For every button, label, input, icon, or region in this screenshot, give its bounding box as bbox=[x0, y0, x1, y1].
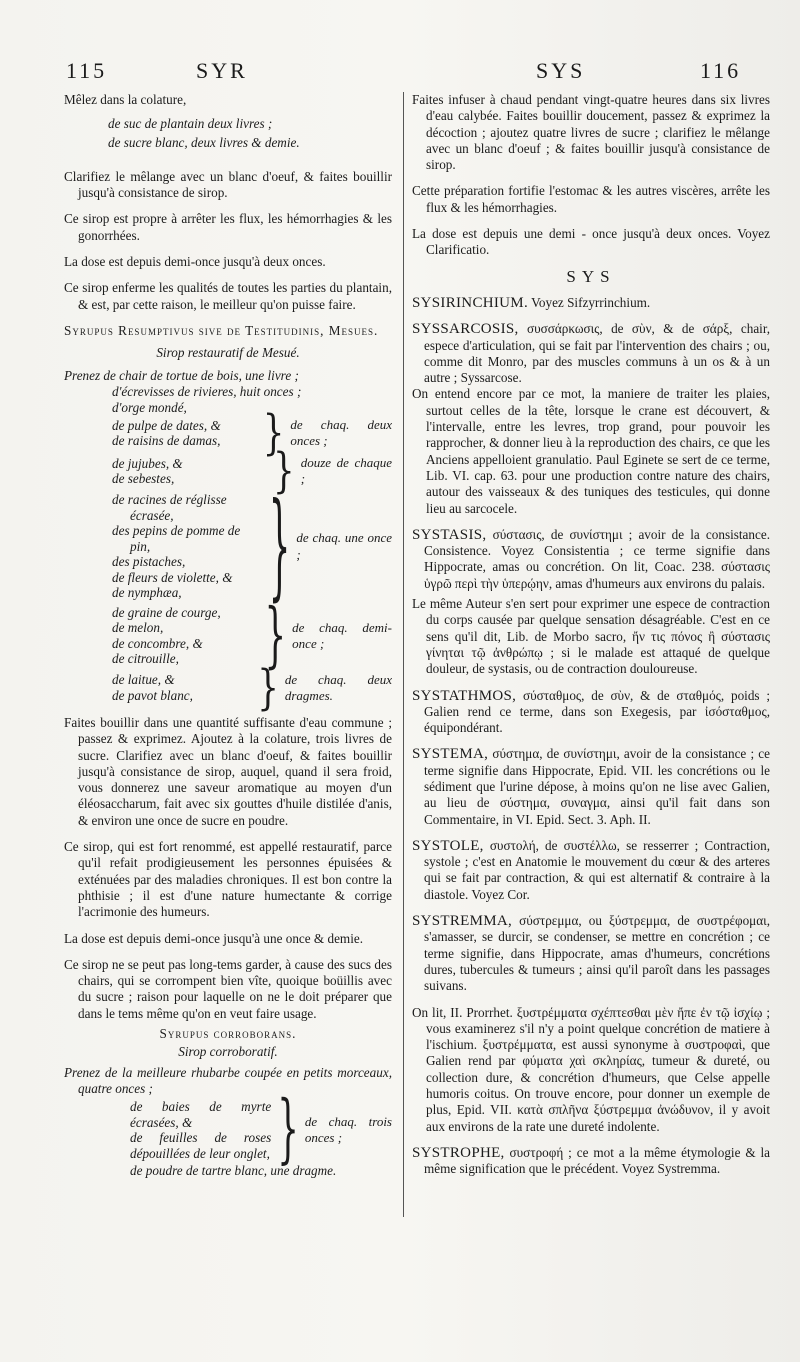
ingredient: de laitue, & bbox=[112, 672, 175, 688]
entry-text: συστολή, de συστέλλω, se resserrer ; Contraction, systole ; c'est en Anatomie le mouvement du cœur & des arteres qui se fait par contraction, & qui est alternatif & contraire à la diastole. Voyez Cor. bbox=[424, 837, 770, 902]
entry-text: Voyez Sifzyrrinchium. bbox=[531, 294, 651, 310]
entry-text: σύστημα, de συνίστημι, avoir de la consistance ; ce terme signifie dans Hippocrate, Epid. VII. les concrétions ou le sédiment que l'urine dépose, à moins qu'on ne lise avec Galien, au lieu de σύστημα, συναγμα, ainsi qu'il fait dans son Commentaire, in VI. Epid. Sect. 3. Aph. II. bbox=[424, 746, 771, 827]
ingredient: de jujubes, & bbox=[112, 455, 183, 471]
recipe-subtitle: Sirop restauratif de Mesué. bbox=[156, 345, 300, 361]
headword: SYSTASIS, bbox=[412, 526, 487, 543]
paragraph: On lit, II. Prorrhet. ξυστρέμματα σχέπτεσθαι μὲν ἤπε ἐν τῷ ἰσχίῳ ; vous examinerez s'il n'y a point quelque concrétion de matiere à l'ischium. ξυστρέμματα, est aussi synonyme à συστροφαὶ, que Galien rend par φύματα χαὶ σκληρίας, tumeur & dureté, ou collection dure, & concrétion d'humeurs, que Celse appelle humoris coitus. On trouve encore, pour donner un exemple de plus, Epid. VII. κατὰ σπλῆνα ξύστρεμμα ἀνώδυνον, il y avoit aux environs de la rate une dureté indolente. bbox=[412, 1004, 770, 1134]
quantity: de chaq. trois onces ; bbox=[304, 1113, 392, 1146]
ingredient: de pulpe de dates, & bbox=[112, 417, 221, 433]
headword: SYSTATHMOS, bbox=[412, 687, 517, 704]
headword: SYSSARCOSIS, bbox=[412, 321, 519, 338]
recipe-subtitle: Sirop corroboratif. bbox=[178, 1044, 278, 1060]
ingredient: de feuilles de roses dépouillées de leur onglet, bbox=[130, 1130, 272, 1161]
ingredient: de racines de réglisse bbox=[112, 492, 227, 508]
paragraph: On entend encore par ce mot, la maniere de traiter les plaies, surtout celles de la tête, lorsque le crane est découvert, & l'intervalle, entre les levres, trop grand, pour pouvoir les rapprocher, & donner lieu à la reproduction des chairs, ce que les Anciens appelloient granulatio. Paul Eginete se sert de ce terme, Lib. VI. cap. 63. pour une production contre nature des chairs, autour des vaisseaux & des tuniques des testicules, qui donne lieu au sarcocele. bbox=[412, 386, 770, 516]
ingredient: de sucre blanc, deux livres & demie. bbox=[108, 134, 300, 150]
recipe-title: Syrupus corroborans. bbox=[159, 1026, 297, 1041]
ingredient: de raisins de damas, bbox=[112, 433, 221, 449]
dictionary-entry bbox=[412, 321, 770, 386]
entry-text: συστροφή ; ce mot a la même étymologie & la même signification que le précédent. Voyez Systremma. bbox=[424, 1144, 771, 1177]
ingredient: d'orge mondé, bbox=[112, 400, 187, 416]
ingredient: de concombre, & bbox=[112, 635, 203, 651]
running-head-right: SYS bbox=[536, 58, 586, 83]
page-header bbox=[0, 58, 800, 88]
quantity: de chaq. demi-once ; bbox=[292, 619, 392, 651]
paragraph: Ce sirop est propre à arrêter les flux, les hémorrhagies & les gonorrhées. bbox=[64, 211, 392, 243]
ingredient: d'écrevisses de rivieres, huit onces ; bbox=[112, 383, 302, 399]
paragraph: Faites infuser à chaud pendant vingt-quatre heures dans six livres d'eau calybée. Faites bouillir doucement, passez & exprimez la décoction ; ajoutez quatre livres de sucre ; clarifiez le mêlange avec un blanc d'oeuf ; & faites bouillir jusqu'à consistance de sirop. bbox=[412, 92, 770, 173]
entry-text: συσσάρκωσις, de σὺν, & de σάρξ, chair, espece d'articulation, qui se fait par l'intervention des chairs ; ou, comme dit Monro, par des muscles communs à un os & à un autre ; Syssarcose. bbox=[424, 321, 770, 386]
right-column bbox=[412, 92, 770, 1188]
dictionary-entry bbox=[412, 688, 770, 737]
quantity: de chaq. une once ; bbox=[296, 530, 392, 562]
ingredient: pin, bbox=[130, 538, 151, 554]
quantity: douze de chaque ; bbox=[300, 455, 392, 487]
recipe-lead: Prenez de chair de tortue de bois, une livre ; bbox=[64, 367, 299, 383]
page-number-left: 115 bbox=[66, 58, 108, 83]
headword: SYSTROPHE, bbox=[412, 1144, 505, 1161]
entry-text: σύστρεμμα, ou ξύστρεμμα, de συστρέφομαι, s'amasser, se durcir, se condenser, se mettre en concrétion ; ce terme signifie, dans Hippocrate, amas d'humeurs, concrétions dures, tubercules & tumeurs ; ainsi qu'il paroît dans les passages suivans. bbox=[424, 913, 771, 994]
paragraph: Le même Auteur s'en sert pour exprimer une espece de contraction du corps causée par quelque sensation désagréable. C'est en ce sens qu'il dit, Lib. de Morbo sacro, ἤν τις πόνος ἢ σύστασις γίνηται τῷ ἀνθρώπῳ ; si le malade est attaqué de quelque douleur, de systasis, ou de contraction douloureuse. bbox=[412, 596, 770, 677]
ingredient: de sebestes, bbox=[112, 471, 175, 487]
paragraph: La dose est depuis demi-once jusqu'à une once & demie. bbox=[64, 930, 364, 946]
entry-text: σύσταθμος, de σὺν, & de σταθμός, poids ; Galien rend ce terme, dans son Exegesis, par ἰσόσταθμος, équipondérant. bbox=[424, 687, 770, 736]
recipe-title: Syrupus Resumptivus sive de Testitudinis, Mesues. bbox=[64, 322, 379, 338]
ingredient: de poudre de tartre blanc, une dragme. bbox=[130, 1163, 337, 1179]
brace-mark: } bbox=[257, 659, 279, 716]
column-divider bbox=[403, 92, 404, 1217]
brace-mark: } bbox=[264, 593, 287, 678]
ingredient: de suc de plantain deux livres ; bbox=[108, 116, 273, 132]
dictionary-entry bbox=[412, 913, 770, 994]
entry-text: σύστασις, de συνίστημι ; avoir de la consistance. Consistence. Voyez Consistentia ; ce terme signifie dans Hippocrate, amas ou concrétion. On lit, Coac. 238. σύστασις ὑγρῶ περὶ τὴν ὑπερῴην, amas d'humeurs aux environs du palais. bbox=[424, 526, 770, 591]
brace-mark: } bbox=[268, 478, 291, 615]
dictionary-entry bbox=[412, 1145, 770, 1178]
dictionary-entry bbox=[412, 295, 770, 311]
recipe-lead: Prenez de la meilleure rhubarbe coupée en petits morceaux, quatre onces ; bbox=[64, 1064, 392, 1096]
headword: SYSIRINCHIUM. bbox=[412, 294, 528, 311]
paragraph: Clarifiez le mêlange avec un blanc d'oeuf, & faites bouillir jusqu'à consistance de sirop. bbox=[64, 168, 392, 201]
paragraph: La dose est depuis une demi - once jusqu'à deux onces. Voyez Clarificatio. bbox=[412, 226, 770, 258]
paragraph: Cette préparation fortifie l'estomac & les autres viscères, arrête les flux & les hémorrhagies. bbox=[412, 183, 770, 215]
section-heading: SYS bbox=[566, 266, 616, 286]
ingredient: de nymphæa, bbox=[112, 585, 182, 601]
dictionary-entry bbox=[412, 746, 770, 827]
dictionary-entry bbox=[412, 838, 770, 903]
page-number-right: 116 bbox=[700, 58, 742, 83]
ingredient: des pistaches, bbox=[112, 554, 186, 570]
brace-mark: } bbox=[273, 443, 295, 500]
ingredient: des pepins de pomme de bbox=[112, 523, 241, 539]
brace-mark: } bbox=[262, 405, 285, 462]
paragraph: Ce sirop ne se peut pas long-tems garder, à cause des sucs des chairs, qui se corrompent bien vîte, quoique boüillis avec du sucre ; raison pour laquelle on ne le doit préparer que dans le tems même qu'on en veut faire usage. bbox=[64, 956, 392, 1021]
paragraph: Faites bouillir dans une quantité suffisante d'eau commune ; passez & exprimez. Ajoutez à la colature, trois livres de sucre. Clarifiez avec un blanc d'oeuf, & faites bouillir jusqu'à consistance de sirop, auquel, quand il sera froid, vous donnerez une saveur aromatique au moyen d'un éléosaccharum, fait avec six gouttes d'huile distilée d'anis, & environ une once de sucre en poudre. bbox=[64, 714, 392, 828]
ingredient: écrasée, bbox=[130, 507, 174, 523]
running-head-left: SYR bbox=[196, 58, 248, 83]
headword: SYSTEMA, bbox=[412, 746, 489, 763]
dictionary-entry bbox=[412, 527, 770, 592]
paragraph: Ce sirop, qui est fort renommé, est appellé restauratif, parce qu'il refait prodigieusement les personnes épuisées & exténuées par des maladies chroniques. Il est bon contre la phthisie ; il est d'une nature humectante & corrige l'acrimonie des humeurs. bbox=[64, 839, 392, 920]
headword: SYSTREMMA, bbox=[412, 913, 513, 930]
ingredient: de graine de courge, bbox=[112, 604, 221, 620]
paragraph: Mêlez dans la colature, bbox=[64, 92, 187, 107]
ingredient: de baies de myrte écrasées, & bbox=[130, 1099, 272, 1130]
quantity: de chaq. deux dragmes. bbox=[284, 671, 392, 703]
ingredient: de pavot blanc, bbox=[112, 687, 193, 703]
ingredient: de fleurs de violette, & bbox=[112, 569, 233, 585]
ingredient: de melon, bbox=[112, 620, 164, 636]
left-column bbox=[64, 92, 392, 1179]
ingredient: de citrouille, bbox=[112, 651, 179, 667]
brace-mark: } bbox=[277, 1086, 299, 1175]
quantity: de chaq. deux onces ; bbox=[290, 417, 392, 449]
headword: SYSTOLE, bbox=[412, 837, 484, 854]
paragraph: La dose est depuis demi-once jusqu'à deux onces. bbox=[64, 254, 326, 270]
paragraph: Ce sirop enferme les qualités de toutes les parties du plantain, & est, par cette raison, le meilleur qu'on puisse faire. bbox=[64, 280, 392, 312]
